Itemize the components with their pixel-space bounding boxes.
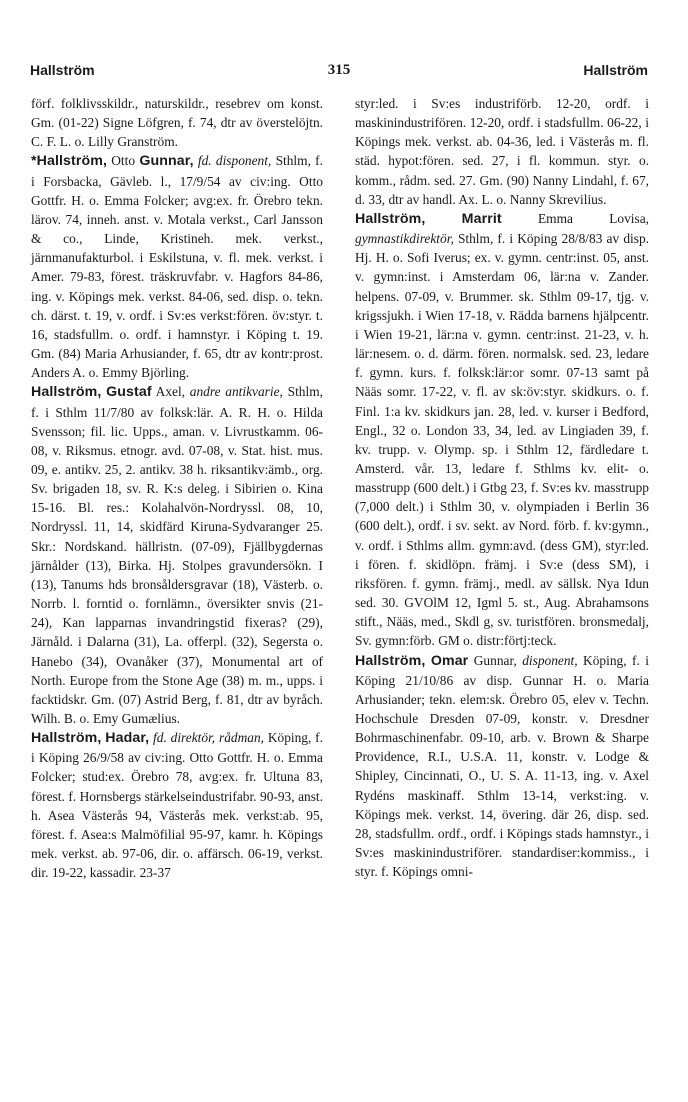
right-column (355, 94, 649, 881)
entry-surname: Hallström, (31, 730, 102, 747)
entry-body: Sthlm, f. i Forsbacka, Gävleb. l., 17/9/54 av civ:ing. Otto Gottfr. H. o. Emma Folcker; avg:ex. fr. Örebro tekn. lärov. 74, inneh. anst. v. Motala verkst., Carl Jansson & co., Linde, Kristineh. mek. verkst., järnmanufakturbol. i Eskilstuna, v. fl. mek. verkst. i Amer. 79-83, förest. träskruvfabr. v. Hagfors 84-86, ing. v. Köpings mek. verkst. 84-06, sed. disp. o. tekn. ch. därst. t. 19, v. ordf. i Sv:es verkst:fören. öv:styr. t. 16, stadsfullm. o. ordf. i hamnstyr. i Köping t. 19. Gm. (84) Maria Arhusiander, f. 65, dtr av kontr:prost. Anders A. o. Emmy Björling. (31, 153, 323, 381)
left-continuation-text: förf. folklivsskildr., naturskildr., resebrev om konst. Gm. (01-22) Signe Löfgren, f. 74, dtr av överstelöjtn. C. F. L. o. Lilly Granström. (31, 96, 323, 150)
entry-otto-gunnar (31, 151, 323, 382)
entry-body: Köping, f. i Köping 26/9/58 av civ:ing. Otto Gottfr. H. o. Emma Folcker; stud:ex. Örebro 78, avg:ex. fr. Ultuna 83, förest. f. Hornsbergs stärkelseindustrifabr. 90-93, anst. h. Asea Västerås 94, Västerås mek. verkst:ab. 95, förest. f. Asea:s Malmöfilial 95-97, kamr. h. Köpings mek. verkst. ab. 97-06, dir. o. affärsch. 06-19, verkst. dir. 19-22, kassadir. 23-37 (31, 730, 323, 881)
entry-body: Köping, f. i Köping 21/10/86 av disp. Gunnar H. o. Maria Arhusiander; tekn. elem:sk. Örebro 05, elev v. Techn. Hochschule Dresden 07-09, konstr. v. Dresdner Bohrmaschinenfabr. 09-10, arb. v. Brown & Sharpe Providence, R.I., U.S.A. 11, konstr. v. Lodge & Shipley, Cincinnati, O., U. S. A. 11-13, ing. v. Axel Rydéns maskinaff. Sthlm 13-14, verkst:ing. v. Köpings mek. verkst. 14, övering. där 26, disp. sed. 28, stadsfullm. ordf., ordf. i Köpings stads hamnstyr., i Sv:es maskinindustriförer. standardiser:kommiss., i styr. f. Köpings omni- (355, 652, 649, 880)
entry-body: Sthlm, f. i Sthlm 11/7/80 av folksk:lär. A. R. H. o. Hilda Svensson; fil. lic. Upps., aman. v. Livrustkamm. 06-08, v. Riksmus. etnogr. avd. 07-08, v. Stat. hist. mus. 09, e. antikv. 25, 2. antikv. 38 h. riksantikv:ämb., org. Sv. brigaden 18, sv. R. K:s deleg. i Sibirien o. Kina 15-16. Bl. res.: Kolahalvön-Nordryssl. 08, 10, Nordryssl. 11, 14, skidfärd Kiruna-Sydvaranger 25. Skr.: Nordskand. hällristn. (07-09), Fjällbygdernas järnålder (13), Birka. Hj. Stolpes gravundersökn. I (13), Tanums hds bronsåldersgravar (18), Västerb. o. Norrb. l. forntid o. fornlämn., översikter snvis (21-24), Kan lapparnas invandringstid fixeras? (29), Järnåld. i Dalarna (31), La. offerpl. (32), Segersta o. Hanebo (34), Ovanåker (37), Monumental art of North. Europe from the Stone Age (38) m. m., upps. i facktidskr. Gm. (07) Astrid Berg, f. 81, dtr av byråch. Wilh. B. o. Emy Gumælius. (31, 384, 323, 726)
entry-title: andre antikvarie, (189, 384, 283, 400)
header-right-name: Hallström (583, 62, 648, 78)
right-continuation-text: styr:led. i Sv:es industriförb. 12-20, ordf. i maskinindustrifören. 12-20, ordf. i stadsfullm. 06-22, i Köpings mek. verkst. ab. 04-36, led. i Västerås m. fl. städ. hypot:fören. sed. 27, i fl. kommun. styr. o. komm., rådm. sed. 27. Gm. (90) Nanny Lindahl, f. 67, d. 33, dtr av handl. Ax. L. o. Nanny Skrevilius. (355, 96, 649, 207)
entry-given-rest: Emma Lovisa, (501, 210, 649, 226)
entry-title: fd. disponent, (193, 153, 272, 169)
left-column (31, 94, 323, 882)
entry-given-bold: Hadar, (105, 730, 150, 747)
entry-given-bold: Marrit (461, 210, 502, 227)
entry-gustaf (31, 382, 323, 728)
entry-surname: Hallström, (31, 384, 102, 401)
entry-title: gymnastikdirektör, (355, 231, 454, 247)
entry-title: disponent, (522, 652, 578, 668)
entry-given-rest: Axel, (151, 384, 190, 400)
entry-body: Sthlm, f. i Köping 28/8/83 av disp. Hj. H. o. Sofi Iverus; ex. v. gymn. centr:inst. 05, anst. v. gymn:inst. i Amsterdam 06, lär:na v. Zander. helpens. 07-09, v. Brummer. sk. Sthlm 09-17, tjg. v. krigssjukh. i Wien 17-18, v. Rädda barnens hjälpcentr. i Wien 19-21, lär:na v. gymn. centr:inst. 21-23, v. h. lär:nesem. o. d. därm. fören. normalsk. sed. 23, ledare f. gymn. kurs. f. folksk:lär:or somr. 07-13 samt på Nääs somr. 17-22, v. fl. av sk:öv:styr. skidkurs. o. f. Finl. 1:a kv. skidkurs jan. 28, led. v. kurser i Bedford, Engl., 32 o. London 33, 34, led. av Lingiaden 39, f. kv. trupp. v. Olymp. sp. i Sthlm 12, färdledare t. Amsterd. vår. 13, ledare f. Sthlms kv. elit- o. masstrupp (600 delt.) i Gtbg 23, f. Sv:es kv. masstrupp (7,000 delt.) i Sthlm 30, v. olympiaden i Berlin 36 (600 delt.), ordf. i sv. sekt. av Nord. förb. f. kv:gymn., v. ordf. i Sthlms allm. gymn:avd. (dess GM), styr:led. i fören. f. skidlöpn. främj. i Sv:e (dess SM), i riksfören. f. gymn. främj., medl. av sällsk. Nya Idun sed. 30. GVOlM 12, Igml 5. st., Aug. Abrahamsons stift., Nääs, med., Skdl g, sv. turistfören. bronsmedalj, Sv. gymn:förb. GM o. distr:förtj:teck. (355, 231, 649, 649)
entry-hadar (31, 728, 323, 882)
page-number: 315 (327, 62, 351, 78)
page-header (30, 60, 648, 82)
entry-given-bold: Gunnar, (139, 153, 194, 170)
entry-omar (355, 651, 649, 882)
entry-given-name (425, 211, 461, 226)
entry-given-bold: Gustaf (106, 384, 152, 401)
entry-surname: *Hallström, (31, 153, 107, 170)
entry-surname: Hallström, (355, 210, 426, 227)
entry-given-name: Otto (107, 153, 140, 169)
entry-surname: Hallström, (355, 652, 426, 669)
entry-given-rest: Gunnar, (468, 652, 523, 668)
entry-given-bold: Omar (430, 652, 469, 669)
header-left-name: Hallström (30, 62, 95, 78)
entry-title: fd. direktör, rådman, (149, 730, 264, 746)
entry-marrit (355, 209, 649, 651)
